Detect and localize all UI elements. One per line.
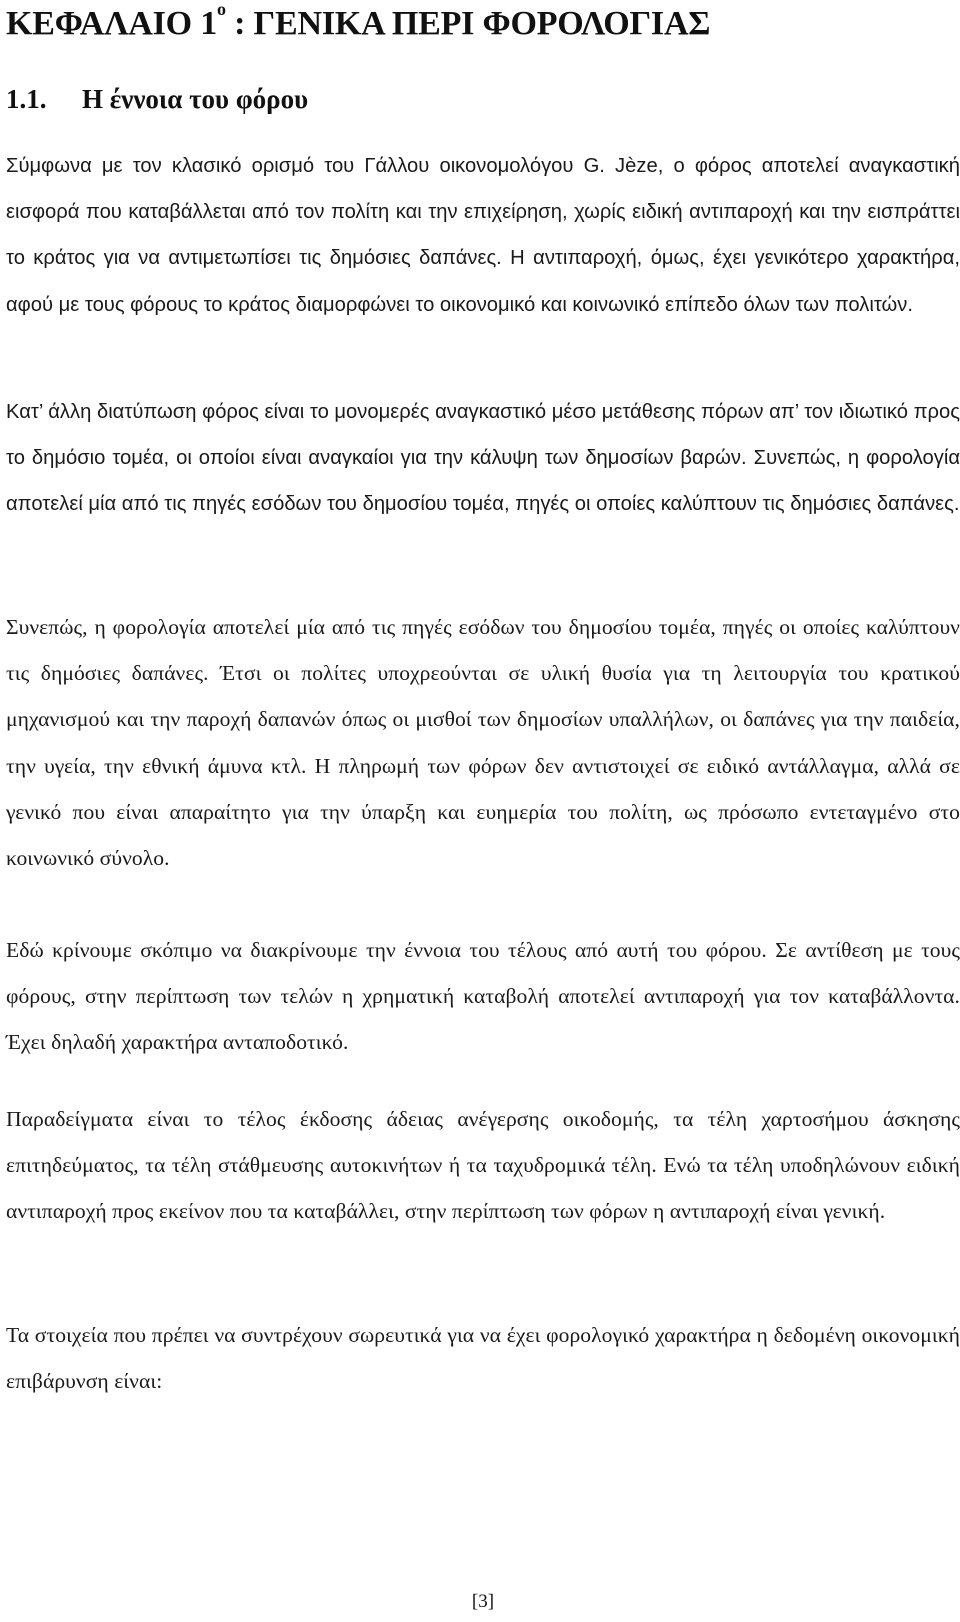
paragraph-tax-elements: Τα στοιχεία που πρέπει να συντρέχουν σωρευτικά για να έχει φορολογικό χαρακτήρα η δεδομένη οικονομική επιβάρυνση είναι: (6, 1323, 960, 1394)
paragraph-public-revenue: Συνεπώς, η φορολογία αποτελεί μία από τις πηγές εσόδων του δημοσίου τομέα, πηγές οι οποίες καλύπτουν τις δημόσιες δαπάνες. Έτσι οι πολίτες υποχρεούνται σε υλική θυσία για τη λειτουργία του κρατικού μηχανισμού και την παροχή δαπανών όπως οι μισθοί των δημοσίων υπαλλήλων, οι δαπάνες για την παιδεία, την υγεία, την εθνική άμυνα κτλ. Η πληρωμή των φόρων δεν αντιστοιχεί σε ειδικό αντάλλαγμα, αλλά σε γενικό που είναι απαραίτητο για την ύπαρξη και ευημερία του πολίτη, ως πρόσωπο εντεταγμένο στο κοινωνικό σύνολο. (6, 615, 960, 871)
chapter-title-superscript: ο (217, 0, 226, 19)
paragraph-fee-vs-tax: Εδώ κρίνουμε σκόπιμο να διακρίνουμε την έννοια του τέλους από αυτή του φόρου. Σε αντίθεση με τους φόρους, στην περίπτωση των τελών η χρηματική καταβολή αποτελεί αντιπαροχή για τον καταβάλλοντα. Έχει δηλαδή χαρακτήρα ανταποδοτικό. (6, 938, 960, 1055)
section-heading: Η έννοια του φόρου (82, 84, 309, 114)
chapter-title-prefix: ΚΕΦΑΛΑΙΟ 1 (6, 5, 218, 42)
section-number: 1.1. (6, 84, 47, 114)
paragraph-fee-examples: Παραδείγματα είναι το τέλος έκδοσης άδειας ανέγερσης οικοδομής, τα τέλη χαρτοσήμου άσκησης επιτηδεύματος, τα τέλη στάθμευσης αυτοκινήτων ή τα ταχυδρομικά τέλη. Ενώ τα τέλη υποδηλώνουν ειδική αντιπαροχή προς εκείνον που τα καταβάλλει, στην περίπτωση των φόρων η αντιπαροχή είναι γενική. (6, 1107, 960, 1224)
chapter-title (6, 0, 711, 44)
page-number: [3] (471, 1591, 495, 1612)
section-title (6, 82, 308, 116)
paragraph-alternative-definition: Κατ’ άλλη διατύπωση φόρος είναι το μονομερές αναγκαστικό μέσο μετάθεσης πόρων απ’ τον ιδιωτικό προς το δημόσιο τομέα, οι οποίοι είναι αναγκαίοι για την κάλυψη των δημοσίων βαρών. Συνεπώς, η φορολογία αποτελεί μία από τις πηγές εσόδων του δημοσίου τομέα, πηγές οι οποίες καλύπτουν τις δημόσιες δαπάνες. (6, 401, 960, 516)
paragraph-definition: Σύμφωνα με τον κλασικό ορισμό του Γάλλου οικονομολόγου G. Jèze, ο φόρος αποτελεί αναγκαστική εισφορά που καταβάλλεται από τον πολίτη και την επιχείρηση, χωρίς ειδική αντιπαροχή και την εισπράττει το κράτος για να αντιμετωπίσει τις δημόσιες δαπάνες. Η αντιπαροχή, όμως, έχει γενικότερο χαρακτήρα, αφού με τους φόρους το κράτος διαμορφώνει το οικονομικό και κοινωνικό επίπεδο όλων των πολιτών. (6, 155, 960, 316)
document-page (6, 0, 960, 1622)
chapter-title-suffix: : ΓΕΝΙΚΑ ΠΕΡΙ ΦΟΡΟΛΟΓΙΑΣ (225, 5, 711, 42)
